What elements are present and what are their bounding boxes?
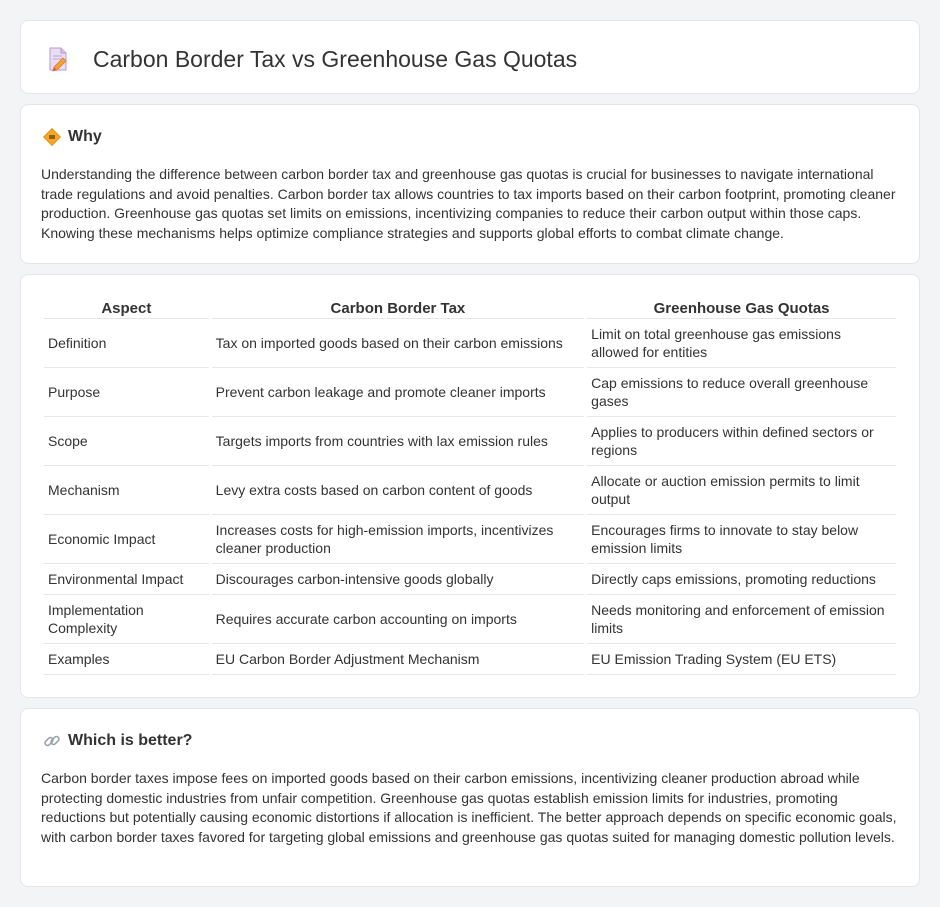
better-text: Carbon border taxes impose fees on imported goods based on their carbon emissions, incentivizing cleaner production abroad while protecting domestic industries from unfair competition. Greenhouse gas quotas establish emission limits for industries, promoting reductions but potentially causing economic distortions if allocation is inefficient. The better approach depends on specific economic goals, with carbon border taxes favored for targeting global emissions and greenhouse gas quotas suited for managing domestic pollution levels. <box>41 770 897 845</box>
table-cell: Prevent carbon leakage and promote cleaner imports <box>212 368 584 417</box>
table-cell: Cap emissions to reduce overall greenhouse gases <box>587 368 896 417</box>
table-cell: Needs monitoring and enforcement of emission limits <box>587 595 896 644</box>
table-cell-aspect: Examples <box>44 644 209 675</box>
why-section <box>20 104 920 264</box>
table-row <box>44 564 896 595</box>
table-cell-aspect: Economic Impact <box>44 515 209 564</box>
table-cell: Increases costs for high-emission imports, incentivizes cleaner production <box>212 515 584 564</box>
why-heading-row <box>43 127 102 147</box>
table-row <box>44 515 896 564</box>
table-cell: Allocate or auction emission permits to limit output <box>587 466 896 515</box>
table-cell: Applies to producers within defined sectors or regions <box>587 417 896 466</box>
table-cell-aspect: Purpose <box>44 368 209 417</box>
table-cell: Targets imports from countries with lax emission rules <box>212 417 584 466</box>
table-cell: Levy extra costs based on carbon content of goods <box>212 466 584 515</box>
better-heading-row <box>43 731 192 751</box>
comparison-table <box>41 297 899 675</box>
which-is-better-section <box>20 708 920 887</box>
table-cell-aspect: Implementation Complexity <box>44 595 209 644</box>
title-row <box>45 44 577 74</box>
page-title: Carbon Border Tax vs Greenhouse Gas Quotas <box>93 46 578 72</box>
column-header-greenhouse-gas-quotas: Greenhouse Gas Quotas <box>587 297 896 319</box>
diamond-warning-icon <box>43 128 61 146</box>
table-cell: Limit on total greenhouse gas emissions allowed for entities <box>587 319 896 368</box>
table-header-row <box>44 297 896 319</box>
table-row <box>44 644 896 675</box>
title-card <box>20 20 920 94</box>
table-row <box>44 595 896 644</box>
table-cell-aspect: Mechanism <box>44 466 209 515</box>
comparison-table-card <box>20 274 920 698</box>
table-cell-aspect: Environmental Impact <box>44 564 209 595</box>
table-cell-aspect: Definition <box>44 319 209 368</box>
table-cell: Encourages firms to innovate to stay below emission limits <box>587 515 896 564</box>
table-cell: Directly caps emissions, promoting reductions <box>587 564 896 595</box>
better-heading: Which is better? <box>68 732 193 749</box>
table-cell: Requires accurate carbon accounting on imports <box>212 595 584 644</box>
table-row <box>44 466 896 515</box>
column-header-carbon-border-tax: Carbon Border Tax <box>212 297 584 319</box>
link-icon <box>43 732 61 750</box>
table-cell: Tax on imported goods based on their carbon emissions <box>212 319 584 368</box>
table-row <box>44 417 896 466</box>
why-heading: Why <box>68 128 102 145</box>
table-cell: EU Emission Trading System (EU ETS) <box>587 644 896 675</box>
table-row <box>44 368 896 417</box>
document-pen-icon <box>45 46 71 72</box>
table-row <box>44 319 896 368</box>
why-text: Understanding the difference between carbon border tax and greenhouse gas quotas is crucial for businesses to navigate international trade regulations and avoid penalties. Carbon border tax allows countries to tax imports based on their carbon footprint, promoting cleaner production. Greenhouse gas quotas set limits on emissions, incentivizing companies to reduce their carbon output within those caps. Knowing these mechanisms helps optimize compliance strategies and supports global efforts to combat climate change. <box>41 166 896 241</box>
column-header-aspect: Aspect <box>44 297 209 319</box>
table-cell: EU Carbon Border Adjustment Mechanism <box>212 644 584 675</box>
table-cell-aspect: Scope <box>44 417 209 466</box>
table-cell: Discourages carbon-intensive goods globally <box>212 564 584 595</box>
